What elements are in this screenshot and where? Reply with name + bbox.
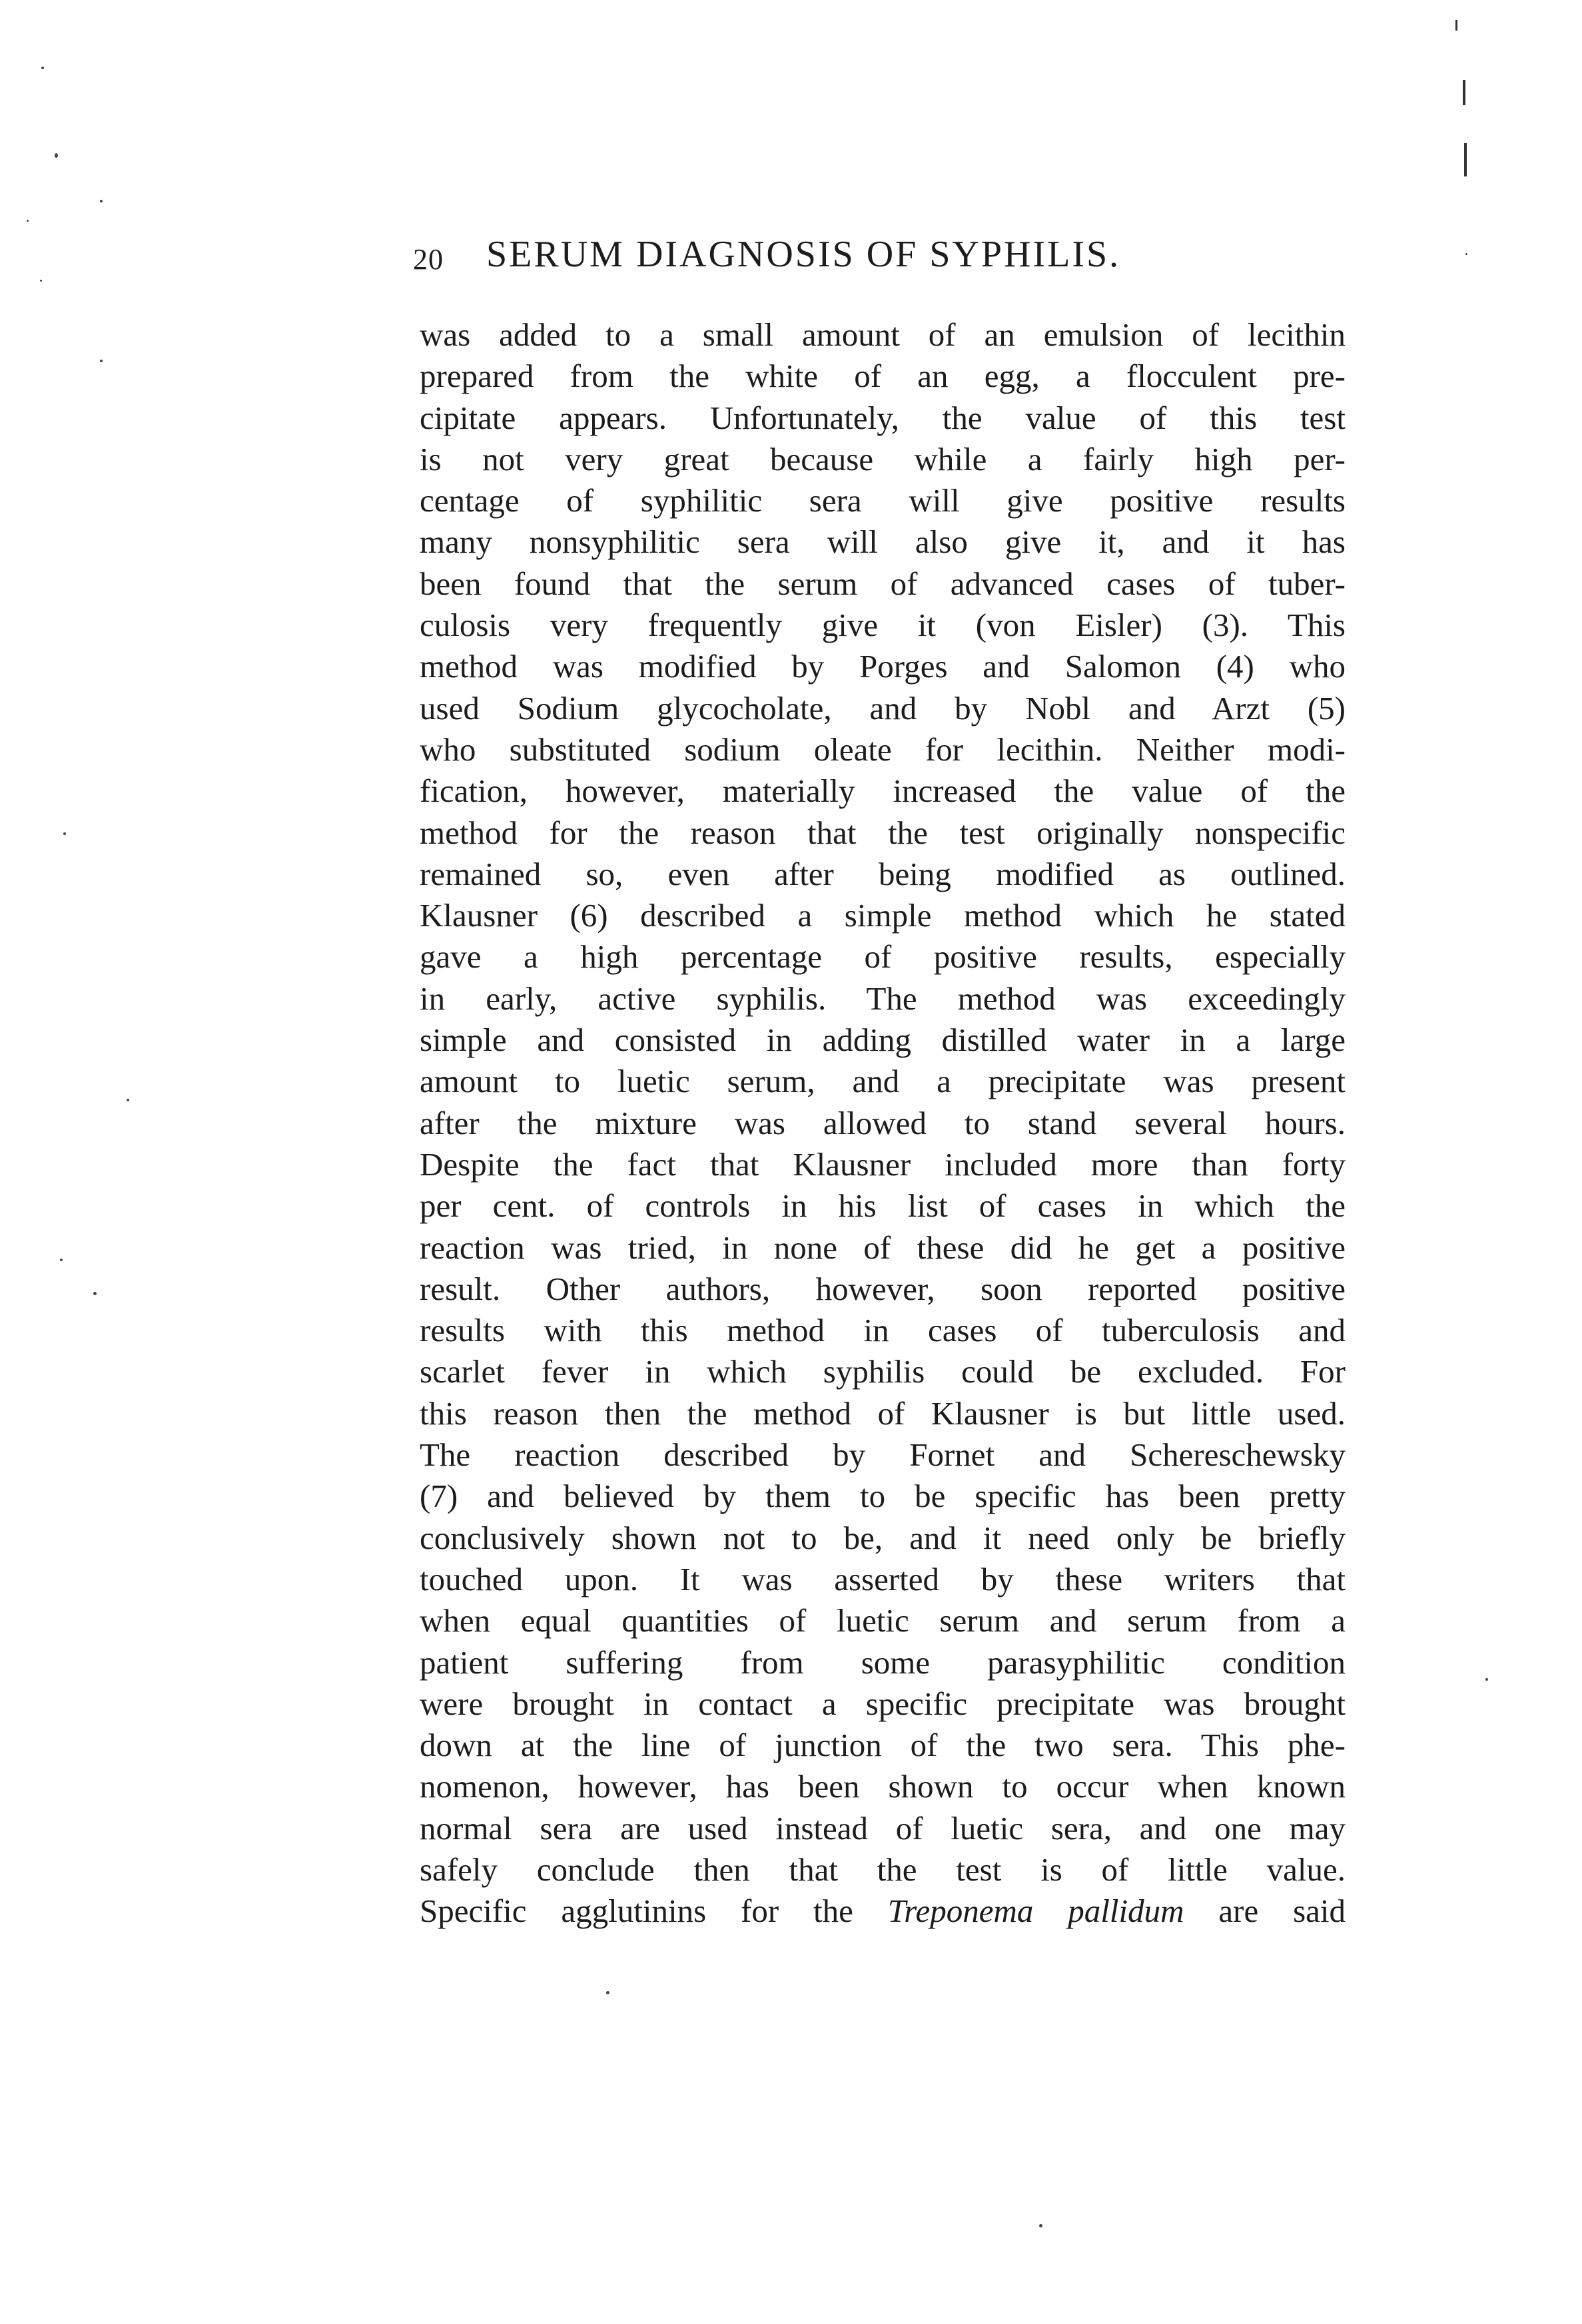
text-line: culosis very frequently give it (von Eisler) (3). This	[420, 607, 1346, 644]
text-line: per cent. of controls in his list of cases in which the	[420, 1187, 1346, 1225]
scan-mark	[1455, 20, 1457, 31]
scan-speck	[100, 360, 103, 362]
text-line: scarlet fever in which syphilis could be excluded. For	[420, 1353, 1346, 1390]
text-line: (7) and believed by them to be specific has been pretty	[420, 1478, 1346, 1515]
text-line: simple and consisted in adding distilled water in a large	[420, 1021, 1346, 1059]
text-line: results with this method in cases of tuberculosis and	[420, 1312, 1346, 1349]
scan-speck	[27, 220, 29, 222]
text-line: The reaction described by Fornet and Schereschewsky	[420, 1436, 1346, 1474]
scan-speck	[127, 1099, 129, 1101]
running-head	[413, 233, 1359, 286]
text-line: reaction was tried, in none of these did he get a positive	[420, 1229, 1346, 1266]
text-line: in early, active syphilis. The method was exceedingly	[420, 980, 1346, 1017]
text-line: when equal quantities of luetic serum and serum from a	[420, 1602, 1346, 1639]
scan-speck	[55, 153, 58, 158]
text-line: cipitate appears. Unfortunately, the value of this test	[420, 399, 1346, 436]
scan-speck	[1485, 1678, 1488, 1681]
scan-speck	[1039, 2224, 1042, 2227]
text-line: patient suffering from some parasyphilitic condition	[420, 1643, 1346, 1681]
scan-speck	[100, 200, 103, 202]
text-run: are said	[1184, 1892, 1346, 1930]
text-line: who substituted sodium oleate for lecithin. Neither modi-	[420, 730, 1346, 768]
text-line: were brought in contact a specific precipitate was brought	[420, 1685, 1346, 1722]
text-line: conclusively shown not to be, and it need only be briefly	[420, 1519, 1346, 1556]
scan-mark	[1464, 143, 1467, 176]
text-line: many nonsyphilitic sera will also give it, and it has	[420, 523, 1346, 561]
running-title: SERUM DIAGNOSIS OF SYPHILIS.	[486, 234, 1121, 275]
text-line: nomenon, however, has been shown to occur when known	[420, 1768, 1346, 1805]
scan-mark	[1463, 80, 1465, 105]
text-line: method was modified by Porges and Salomon (4) who	[420, 648, 1346, 685]
scan-speck	[63, 832, 66, 835]
text-line: Despite the fact that Klausner included more than forty	[420, 1145, 1346, 1183]
text-line: was added to a small amount of an emulsion of lecithin	[420, 316, 1346, 353]
text-line: Klausner (6) described a simple method which he stated	[420, 897, 1346, 934]
text-line: is not very great because while a fairly high per-	[420, 440, 1346, 477]
text-line	[420, 1890, 1346, 1932]
text-line: used Sodium glycocholate, and by Nobl and Arzt (5)	[420, 689, 1346, 726]
scan-speck	[40, 280, 42, 282]
body-paragraph	[420, 314, 1346, 1932]
scan-speck	[1465, 253, 1467, 255]
text-line: fication, however, materially increased the value of the	[420, 772, 1346, 810]
text-line: prepared from the white of an egg, a flocculent pre-	[420, 358, 1346, 395]
text-line: this reason then the method of Klausner is but little used.	[420, 1394, 1346, 1432]
text-line: normal sera are used instead of luetic sera, and one may	[420, 1809, 1346, 1847]
text-line: centage of syphilitic sera will give positive results	[420, 482, 1346, 519]
text-line: amount to luetic serum, and a precipitate was present	[420, 1063, 1346, 1100]
scan-speck	[41, 67, 44, 69]
text-line: after the mixture was allowed to stand several hours.	[420, 1104, 1346, 1141]
text-line: remained so, even after being modified as outlined.	[420, 855, 1346, 892]
text-run: Specific agglutinins for the	[420, 1892, 888, 1930]
scan-speck	[60, 1259, 63, 1261]
page-number: 20	[413, 243, 444, 276]
text-line: safely conclude then that the test is of little value.	[420, 1851, 1346, 1888]
scan-speck	[606, 1991, 609, 1994]
text-line: down at the line of junction of the two sera. This phe-	[420, 1727, 1346, 1764]
text-line: result. Other authors, however, soon reported positive	[420, 1270, 1346, 1307]
text-line: been found that the serum of advanced cases of tuber-	[420, 565, 1346, 602]
text-line: gave a high percentage of positive results, especially	[420, 938, 1346, 976]
text-line: method for the reason that the test originally nonspecific	[420, 814, 1346, 851]
scan-speck	[93, 1292, 97, 1295]
text-line: touched upon. It was asserted by these writers that	[420, 1560, 1346, 1598]
italic-species-name: Treponema pallidum	[887, 1892, 1184, 1930]
